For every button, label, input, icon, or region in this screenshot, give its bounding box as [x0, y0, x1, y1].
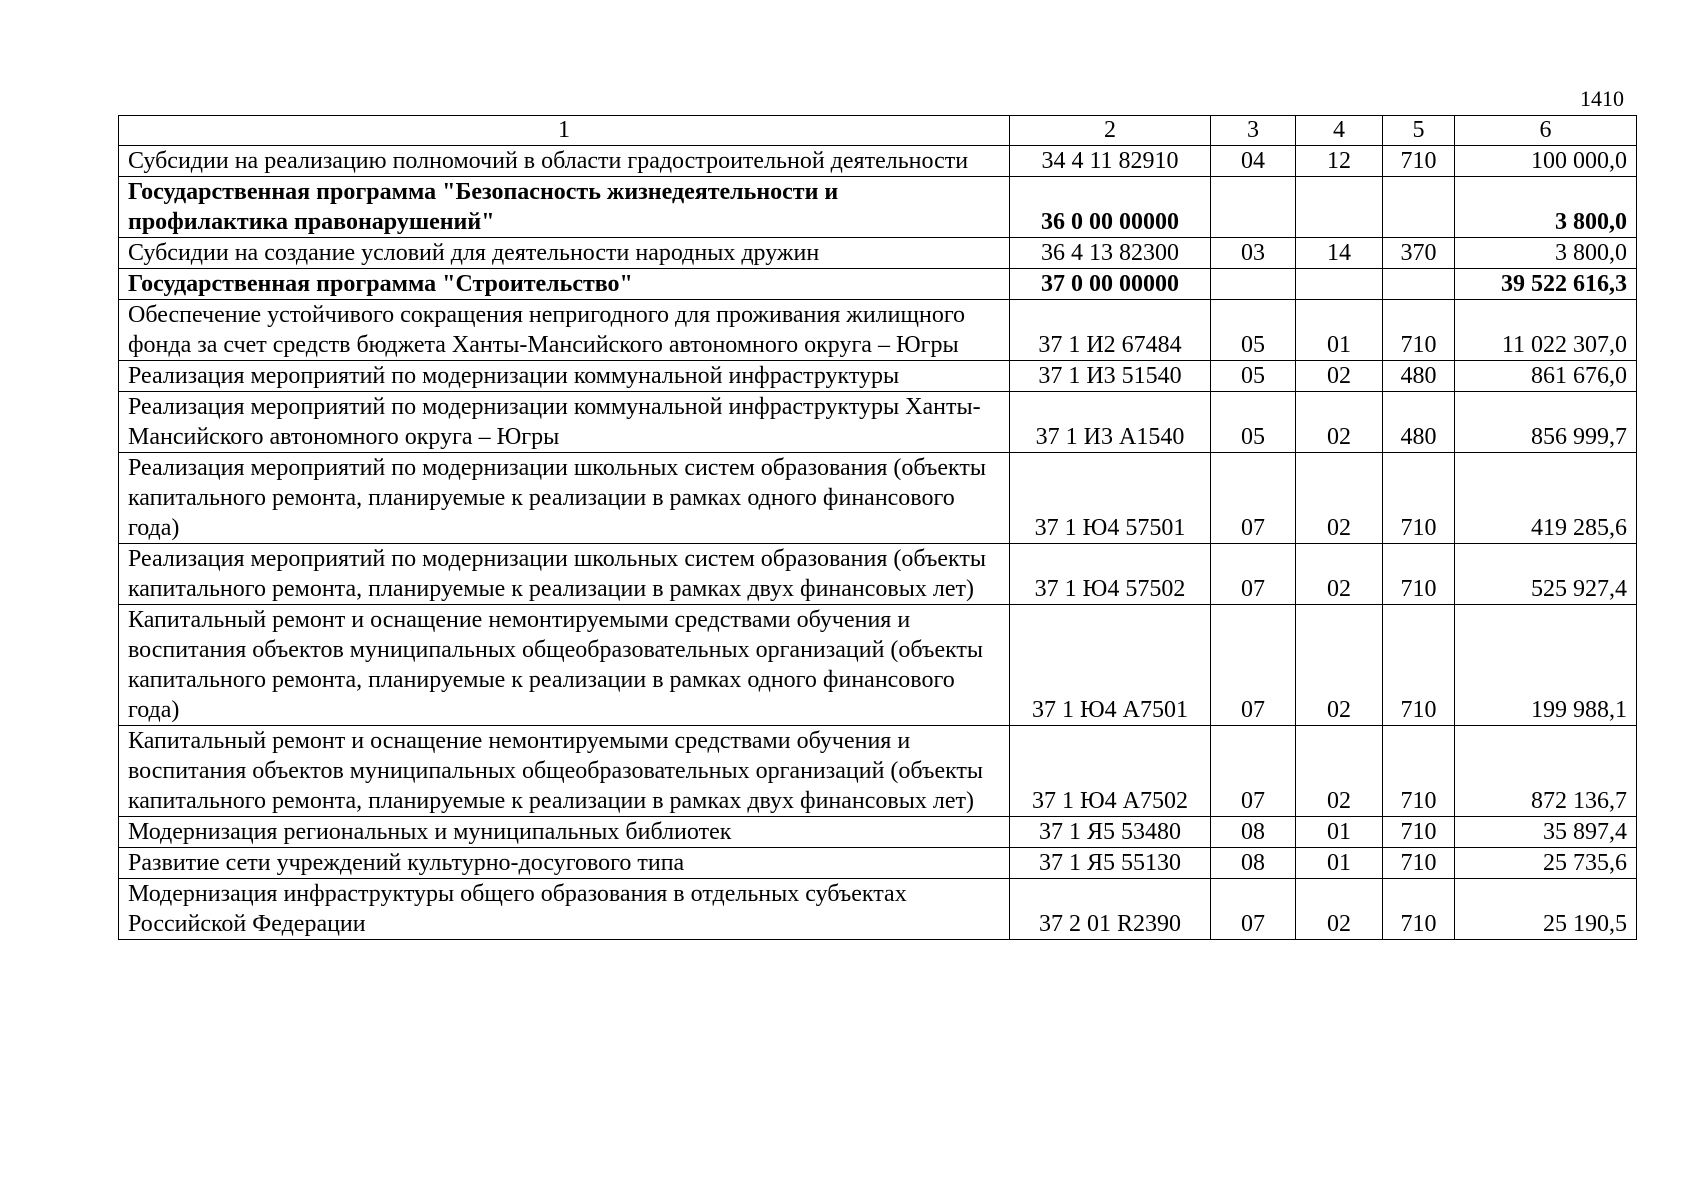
expense-type-cell: 710 [1383, 300, 1455, 361]
amount-cell: 199 988,1 [1455, 605, 1637, 726]
expense-name-cell: Капитальный ремонт и оснащение немонтируемыми средствами обучения и воспитания объектов муниципальных общеобразовательных организаций (объекты капитального ремонта, планируемые к реализации в рамках одного финансового года) [119, 605, 1010, 726]
header-cell: 2 [1010, 116, 1211, 146]
section-cell [1211, 177, 1296, 238]
amount-cell: 419 285,6 [1455, 453, 1637, 544]
expense-name-cell: Реализация мероприятий по модернизации коммунальной инфраструктуры Ханты-Мансийского автономного округа – Югры [119, 392, 1010, 453]
table-row [119, 146, 1637, 177]
expense-type-cell: 710 [1383, 848, 1455, 879]
table-row [119, 177, 1637, 238]
target-code-cell: 37 1 Ю4 57501 [1010, 453, 1211, 544]
section-cell: 07 [1211, 879, 1296, 940]
amount-cell: 35 897,4 [1455, 817, 1637, 848]
amount-cell: 39 522 616,3 [1455, 269, 1637, 300]
expense-name-cell: Государственная программа "Строительство" [119, 269, 1010, 300]
expense-name-cell: Развитие сети учреждений культурно-досугового типа [119, 848, 1010, 879]
target-code-cell: 37 1 И3 А1540 [1010, 392, 1211, 453]
table-row [119, 726, 1637, 817]
table-row [119, 269, 1637, 300]
section-cell: 04 [1211, 146, 1296, 177]
section-cell: 05 [1211, 361, 1296, 392]
amount-cell: 25 190,5 [1455, 879, 1637, 940]
expense-name-cell: Реализация мероприятий по модернизации коммунальной инфраструктуры [119, 361, 1010, 392]
expense-type-cell: 480 [1383, 392, 1455, 453]
expense-type-cell: 710 [1383, 879, 1455, 940]
target-code-cell: 37 2 01 R2390 [1010, 879, 1211, 940]
table-row [119, 453, 1637, 544]
subsection-cell: 02 [1296, 879, 1383, 940]
subsection-cell: 12 [1296, 146, 1383, 177]
target-code-cell: 34 4 11 82910 [1010, 146, 1211, 177]
expense-type-cell: 710 [1383, 453, 1455, 544]
table-row [119, 848, 1637, 879]
subsection-cell: 01 [1296, 848, 1383, 879]
header-cell: 4 [1296, 116, 1383, 146]
subsection-cell: 02 [1296, 544, 1383, 605]
subsection-cell [1296, 269, 1383, 300]
page-number: 1410 [1580, 86, 1624, 111]
subsection-cell: 02 [1296, 726, 1383, 817]
header-cell: 1 [119, 116, 1010, 146]
target-code-cell: 37 1 Ю4 57502 [1010, 544, 1211, 605]
table-row [119, 300, 1637, 361]
amount-cell: 525 927,4 [1455, 544, 1637, 605]
amount-cell: 25 735,6 [1455, 848, 1637, 879]
header-cell: 3 [1211, 116, 1296, 146]
target-code-cell: 37 1 Ю4 А7502 [1010, 726, 1211, 817]
target-code-cell: 37 1 И3 51540 [1010, 361, 1211, 392]
subsection-cell: 14 [1296, 238, 1383, 269]
subsection-cell: 02 [1296, 392, 1383, 453]
expense-name-cell: Модернизация региональных и муниципальных библиотек [119, 817, 1010, 848]
expense-name-cell: Реализация мероприятий по модернизации школьных систем образования (объекты капитального ремонта, планируемые к реализации в рамках двух финансовых лет) [119, 544, 1010, 605]
amount-cell: 861 676,0 [1455, 361, 1637, 392]
target-code-cell: 37 0 00 00000 [1010, 269, 1211, 300]
expense-type-cell: 710 [1383, 605, 1455, 726]
target-code-cell: 37 1 Я5 55130 [1010, 848, 1211, 879]
target-code-cell: 36 4 13 82300 [1010, 238, 1211, 269]
expense-type-cell: 710 [1383, 544, 1455, 605]
expense-type-cell [1383, 177, 1455, 238]
section-cell: 08 [1211, 817, 1296, 848]
amount-cell: 3 800,0 [1455, 238, 1637, 269]
table-row [119, 544, 1637, 605]
subsection-cell: 02 [1296, 361, 1383, 392]
expense-type-cell [1383, 269, 1455, 300]
header-cell: 5 [1383, 116, 1455, 146]
target-code-cell: 36 0 00 00000 [1010, 177, 1211, 238]
target-code-cell: 37 1 Я5 53480 [1010, 817, 1211, 848]
expense-name-cell: Реализация мероприятий по модернизации школьных систем образования (объекты капитального ремонта, планируемые к реализации в рамках одного финансового года) [119, 453, 1010, 544]
expense-type-cell: 710 [1383, 726, 1455, 817]
section-cell: 05 [1211, 392, 1296, 453]
amount-cell: 856 999,7 [1455, 392, 1637, 453]
expense-type-cell: 370 [1383, 238, 1455, 269]
table-row [119, 392, 1637, 453]
section-cell: 03 [1211, 238, 1296, 269]
budget-table [118, 115, 1637, 940]
expense-type-cell: 480 [1383, 361, 1455, 392]
expense-type-cell: 710 [1383, 817, 1455, 848]
amount-cell: 100 000,0 [1455, 146, 1637, 177]
target-code-cell: 37 1 И2 67484 [1010, 300, 1211, 361]
section-cell: 07 [1211, 726, 1296, 817]
table-body [119, 116, 1637, 940]
target-code-cell: 37 1 Ю4 А7501 [1010, 605, 1211, 726]
expense-type-cell: 710 [1383, 146, 1455, 177]
header-cell: 6 [1455, 116, 1637, 146]
subsection-cell [1296, 177, 1383, 238]
section-cell [1211, 269, 1296, 300]
table-row [119, 879, 1637, 940]
section-cell: 07 [1211, 544, 1296, 605]
subsection-cell: 02 [1296, 605, 1383, 726]
amount-cell: 3 800,0 [1455, 177, 1637, 238]
expense-name-cell: Субсидии на реализацию полномочий в области градостроительной деятельности [119, 146, 1010, 177]
table-row [119, 361, 1637, 392]
section-cell: 07 [1211, 605, 1296, 726]
section-cell: 05 [1211, 300, 1296, 361]
subsection-cell: 01 [1296, 817, 1383, 848]
subsection-cell: 02 [1296, 453, 1383, 544]
expense-name-cell: Капитальный ремонт и оснащение немонтируемыми средствами обучения и воспитания объектов муниципальных общеобразовательных организаций (объекты капитального ремонта, планируемые к реализации в рамках двух финансовых лет) [119, 726, 1010, 817]
expense-name-cell: Обеспечение устойчивого сокращения непригодного для проживания жилищного фонда за счет средств бюджета Ханты-Мансийского автономного округа – Югры [119, 300, 1010, 361]
section-cell: 07 [1211, 453, 1296, 544]
expense-name-cell: Модернизация инфраструктуры общего образования в отдельных субъектах Российской Федерации [119, 879, 1010, 940]
table-row [119, 238, 1637, 269]
table-row [119, 817, 1637, 848]
amount-cell: 872 136,7 [1455, 726, 1637, 817]
header-row [119, 116, 1637, 146]
expense-name-cell: Субсидии на создание условий для деятельности народных дружин [119, 238, 1010, 269]
expense-name-cell: Государственная программа "Безопасность жизнедеятельности и профилактика правонарушений" [119, 177, 1010, 238]
amount-cell: 11 022 307,0 [1455, 300, 1637, 361]
subsection-cell: 01 [1296, 300, 1383, 361]
section-cell: 08 [1211, 848, 1296, 879]
table-row [119, 605, 1637, 726]
